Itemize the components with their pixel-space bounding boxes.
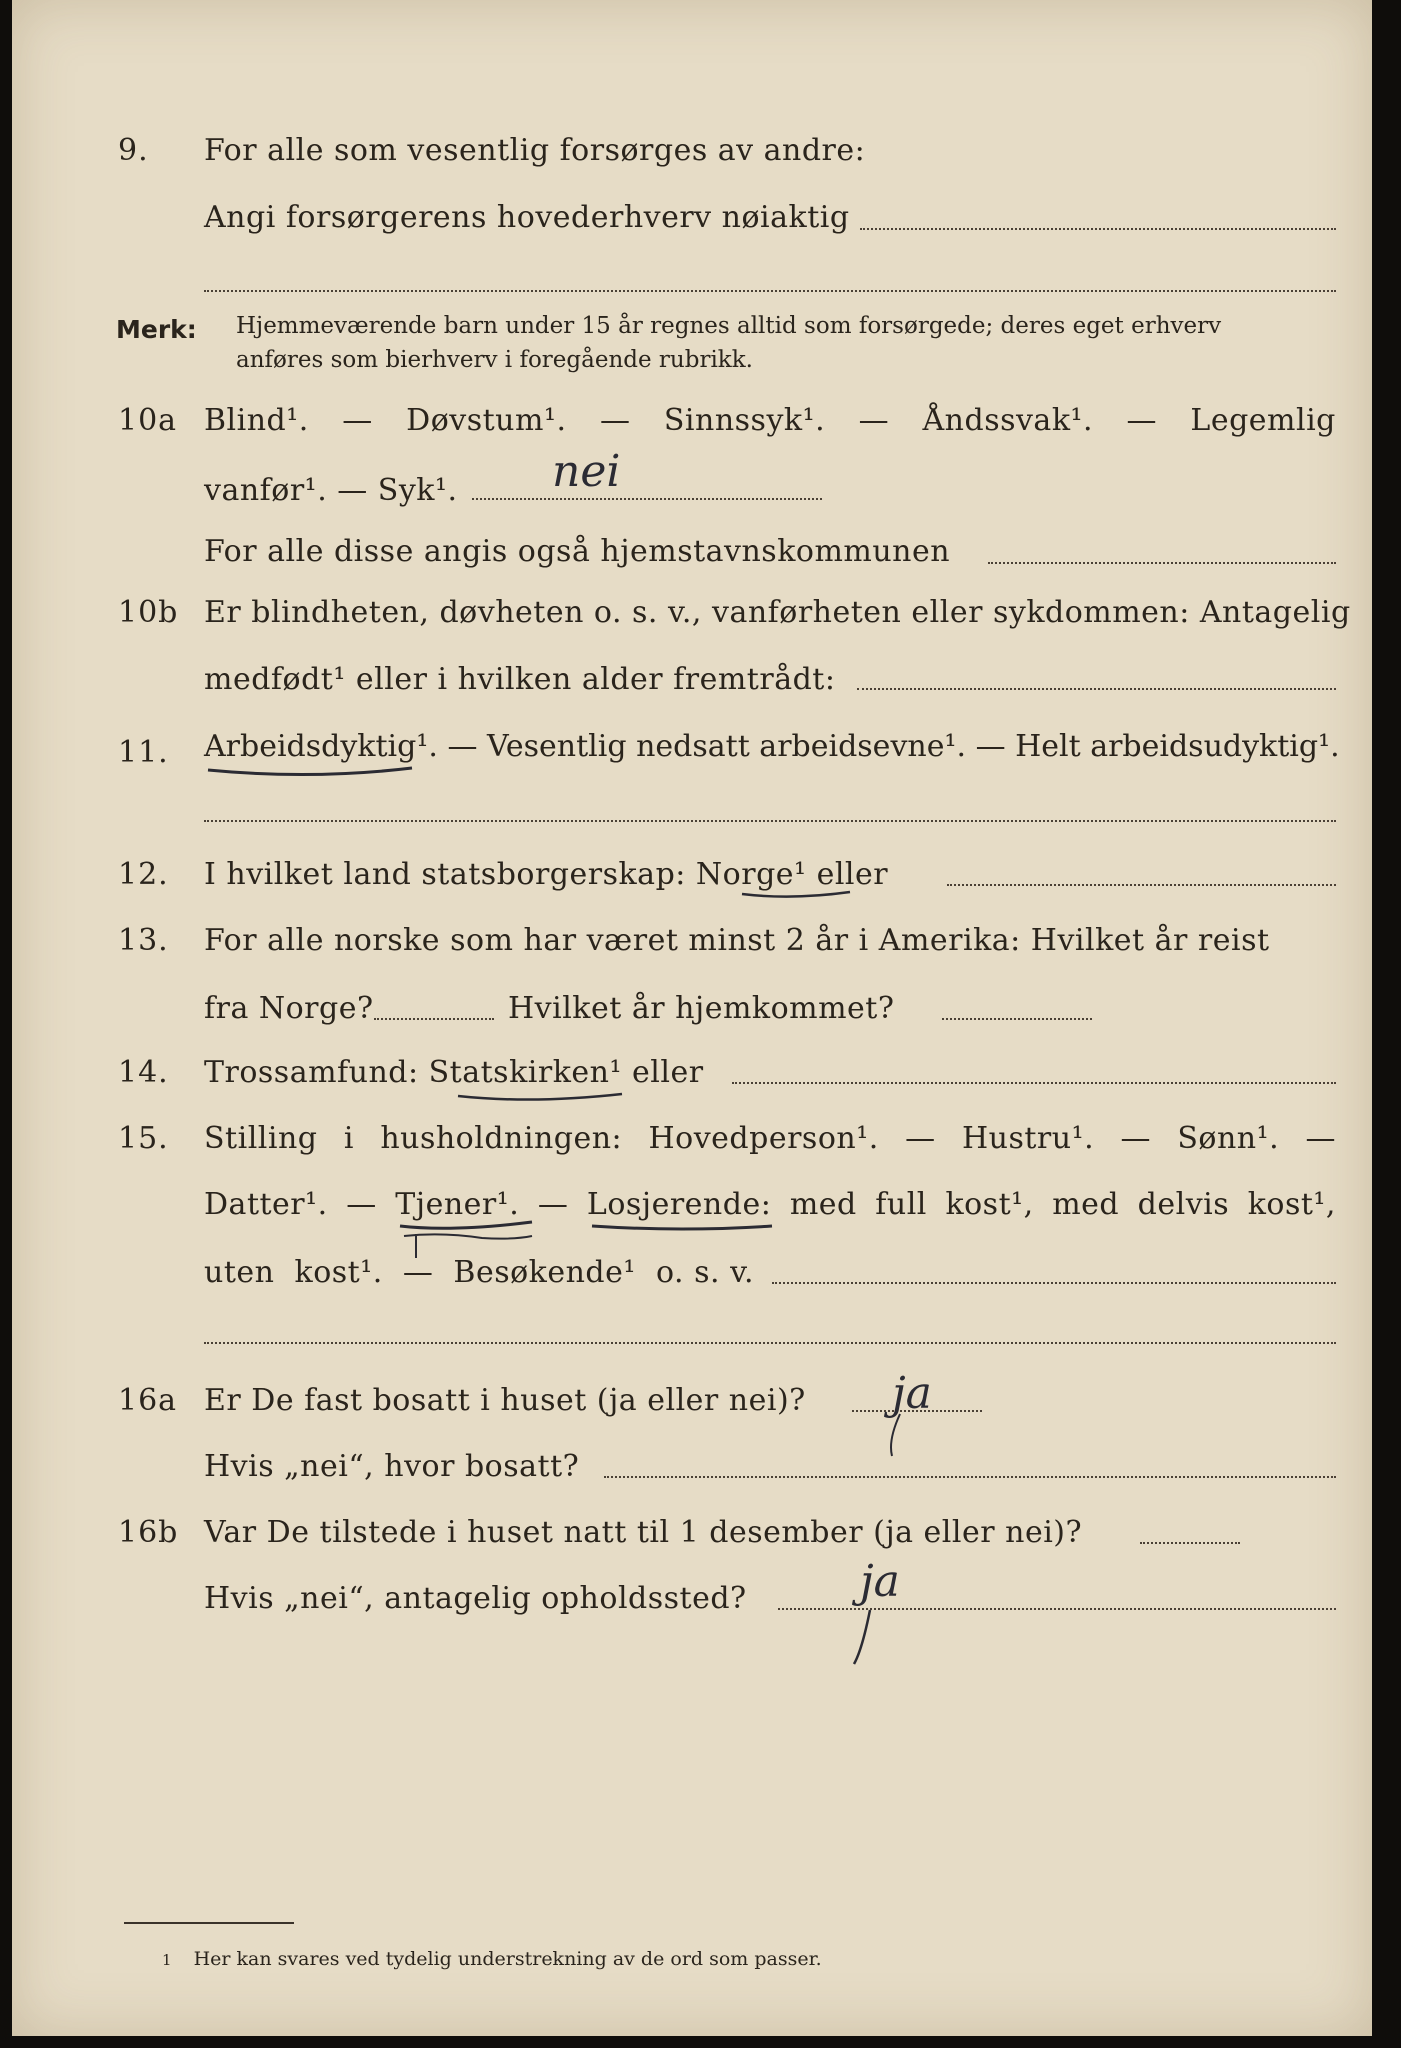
underline-statskirken: [458, 1094, 622, 1100]
q10b-number: 10b: [118, 595, 179, 630]
q15-hovedperson: Hovedperson¹.: [648, 1121, 879, 1156]
ja-descender-16b: [854, 1610, 870, 1664]
q16a-handwritten-answer: ja: [892, 1368, 932, 1419]
q10a-dovstum: Døvstum¹.: [406, 403, 567, 438]
q16a-number: 16a: [118, 1383, 178, 1418]
q10a-legemlig: Legemlig: [1190, 403, 1336, 438]
underline-losjerende: [592, 1226, 772, 1229]
census-form-page: [12, 0, 1372, 2036]
q16a-line2: Hvis „nei“, hvor bosatt?: [204, 1449, 580, 1484]
q15-dash4: —: [346, 1187, 377, 1222]
q16a-line1: Er De fast bosatt i huset (ja eller nei)?: [204, 1383, 806, 1418]
q15-sonn: Sønn¹.: [1177, 1121, 1280, 1156]
q10a-dash3: —: [858, 403, 890, 438]
q15-dash1: —: [905, 1121, 936, 1156]
q10b-line1: Er blindheten, døvheten o. s. v., vanførheten eller sykdommen: Antagelig: [204, 595, 1351, 630]
q13-line1: For alle norske som har været minst 2 år i Amerika: Hvilket år reist: [204, 923, 1270, 958]
q12-number: 12.: [118, 857, 169, 892]
q15-i: i: [343, 1121, 354, 1156]
footnote-marker: 1: [162, 1951, 172, 1969]
underline-tjener: [400, 1222, 532, 1228]
q15-kost1: kost¹,: [945, 1187, 1034, 1222]
underline-norge: [742, 892, 850, 897]
q15-med1: med: [789, 1187, 857, 1222]
q14-number: 14.: [118, 1055, 169, 1090]
q15-stilling: Stilling: [204, 1121, 318, 1156]
q15-line3: uten kost¹. — Besøkende¹ o. s. v.: [204, 1255, 754, 1290]
q13-line2b: Hvilket år hjemkommet?: [508, 991, 895, 1026]
q9-line2: Angi forsørgerens hovederhverv nøiaktig: [204, 200, 850, 235]
q15-med2: med: [1052, 1187, 1120, 1222]
q13-line2a: fra Norge?: [204, 991, 374, 1026]
q15-hustru: Hustru¹.: [961, 1121, 1095, 1156]
q10a-dash2: —: [599, 403, 631, 438]
q15-kost2: kost¹,: [1247, 1187, 1336, 1222]
q16b-line1: Var De tilstede i huset natt til 1 desember (ja eller nei)?: [204, 1515, 1083, 1550]
q11-number: 11.: [118, 735, 169, 770]
handwritten-underlines: [12, 0, 1372, 2036]
tjener-scribble: [404, 1234, 532, 1258]
q10a-line3: For alle disse angis også hjemstavnskommunen: [204, 534, 951, 569]
q16b-line2: Hvis „nei“, antagelig opholdssted?: [204, 1581, 747, 1616]
ja-descender-16a: [891, 1414, 900, 1456]
q15-husholdningen: husholdningen:: [380, 1121, 623, 1156]
q16b-handwritten-answer: ja: [860, 1556, 900, 1607]
q10a-number: 10a: [118, 403, 178, 438]
q15-full: full: [875, 1187, 927, 1222]
q12-line1: I hvilket land statsborgerskap: Norge¹ eller: [204, 857, 889, 892]
q10a-blind: Blind¹.: [204, 403, 309, 438]
q15-dash5: —: [537, 1187, 569, 1222]
q10a-dash4: —: [1126, 403, 1157, 438]
q10a-andssvak: Åndssvak¹.: [922, 403, 1094, 438]
q9-number: 9.: [118, 133, 149, 168]
q10a-handwritten-answer: nei: [552, 446, 621, 497]
merk-line1: Hjemmeværende barn under 15 år regnes alltid som forsørgede; deres eget erhverv: [236, 313, 1222, 339]
q10a-dash1: —: [342, 403, 373, 438]
footnote-text: Her kan svares ved tydelig understrekning av de ord som passer.: [193, 1948, 822, 1970]
q14-line1: Trossamfund: Statskirken¹ eller: [204, 1055, 704, 1090]
q15-dash3: —: [1305, 1121, 1336, 1156]
q9-line1: For alle som vesentlig forsørges av andre:: [204, 133, 866, 168]
q15-dash2: —: [1120, 1121, 1151, 1156]
q15-delvis: delvis: [1137, 1187, 1230, 1222]
q15-tjener: Tjener¹.: [395, 1187, 520, 1222]
q10a-line2: vanfør¹. — Syk¹.: [204, 473, 458, 508]
merk-line2: anføres som bierhverv i foregående rubrikk.: [236, 347, 753, 373]
q15-datter: Datter¹.: [204, 1187, 328, 1222]
q10b-line2: medfødt¹ eller i hvilken alder fremtrådt:: [204, 662, 836, 697]
q10a-sinnssyk: Sinnssyk¹.: [663, 403, 826, 438]
q11-line1: Arbeidsdyktig¹. — Vesentlig nedsatt arbeidsevne¹. — Helt arbeidsudyktig¹.: [204, 729, 1340, 764]
underline-arbeidsdyktig: [208, 768, 412, 775]
q13-number: 13.: [118, 923, 169, 958]
merk-label: Merk:: [116, 315, 197, 344]
q15-number: 15.: [118, 1121, 169, 1156]
q15-losjerende: Losjerende:: [586, 1187, 772, 1222]
q16b-number: 16b: [118, 1515, 179, 1550]
